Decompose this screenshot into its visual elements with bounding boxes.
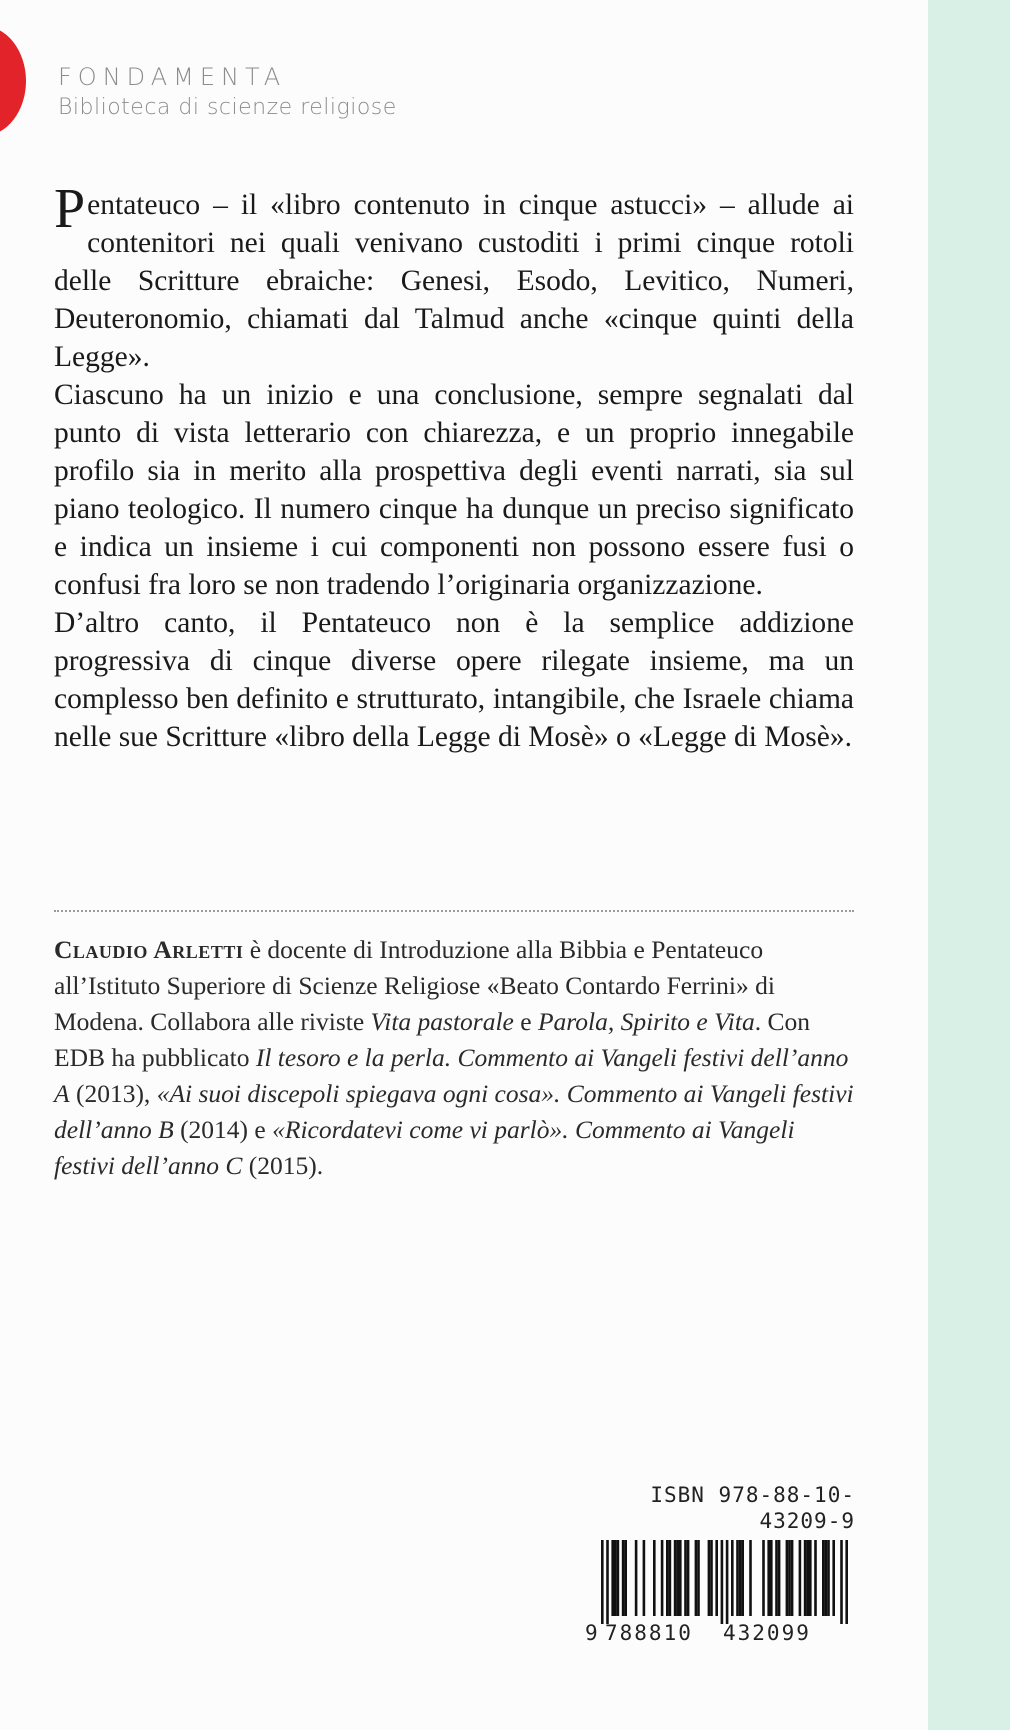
bio-title-4: «Ai suoi discepoli spiegava ogni cosa». Commento ai Vangeli festivi dell’anno B <box>54 1079 854 1144</box>
barcode-bar <box>832 1540 835 1616</box>
blurb-paragraph-1 <box>54 178 854 376</box>
barcode-digits-left: 788810 <box>605 1621 693 1644</box>
barcode-bar <box>845 1540 848 1624</box>
barcode-bar <box>804 1540 807 1616</box>
barcode-bar <box>669 1540 672 1616</box>
barcode-bar <box>726 1540 729 1624</box>
barcode-bar <box>695 1540 698 1616</box>
isbn-barcode <box>583 1540 855 1644</box>
barcode-bar <box>775 1540 778 1616</box>
barcode-bar <box>770 1540 773 1616</box>
barcode-bar <box>791 1540 794 1616</box>
series-header <box>58 62 397 124</box>
series-subtitle: Biblioteca di scienze religiose <box>58 95 397 120</box>
publisher-red-circle <box>0 26 26 136</box>
barcode-bar <box>666 1540 669 1616</box>
author-bio <box>54 932 854 1184</box>
barcode-bar <box>635 1540 638 1616</box>
barcode-bar <box>788 1540 791 1616</box>
barcode-bar <box>601 1540 604 1624</box>
blurb-paragraph-1-text: entateuco – il «libro contenuto in cinque astucci» – allude ai contenitori nei quali venivano custoditi i primi cinque rotoli delle Scritture ebraiche: Genesi, Esodo, Levitico, Numeri, Deuteronomio, chiamati dal Talmud anche «cinque quinti della Legge». <box>54 189 854 373</box>
book-blurb <box>54 178 854 756</box>
barcode-bar <box>661 1540 664 1616</box>
bio-title-1: Vita pastorale <box>370 1007 514 1036</box>
barcode-digit-first: 9 <box>585 1621 598 1644</box>
barcode-bar <box>731 1540 734 1616</box>
author-name: Claudio Arletti <box>54 935 244 964</box>
barcode-bar <box>617 1540 620 1616</box>
barcode-bar <box>778 1540 781 1616</box>
barcode-bar <box>822 1540 825 1616</box>
bio-title-3: Il tesoro e la perla. Commento ai Vangeli festivi dell’anno A <box>54 1043 849 1108</box>
drop-cap: P <box>54 178 86 240</box>
barcode-bar <box>767 1540 770 1616</box>
barcode-bar <box>721 1540 724 1624</box>
barcode-bar <box>739 1540 742 1616</box>
barcode-digits-right: 432099 <box>723 1621 811 1644</box>
barcode-bar <box>749 1540 752 1616</box>
series-name: FONDAMENTA <box>58 63 287 91</box>
barcode-bar <box>624 1540 627 1616</box>
bio-text-1: è docente di Introduzione alla Bibbia e Pentateuco all’Istituto Superiore di Scienze Religiose «Beato Contardo Ferrini» di Modena. Collabora alle riviste <box>54 935 775 1036</box>
barcode-bar <box>825 1540 828 1616</box>
isbn-label: ISBN 978-88-10-43209-9 <box>650 1483 855 1533</box>
barcode-bar <box>687 1540 690 1616</box>
barcode-bar <box>809 1540 812 1616</box>
barcode-bar <box>806 1540 809 1616</box>
barcode-bar <box>697 1540 700 1616</box>
barcode-bar <box>736 1540 739 1616</box>
bio-text-4: (2013), <box>69 1079 157 1108</box>
isbn-block <box>583 1482 855 1644</box>
dotted-divider <box>54 910 854 912</box>
barcode-bar <box>827 1540 830 1616</box>
barcode-bar <box>708 1540 711 1616</box>
barcode-bar <box>741 1540 744 1616</box>
barcode-bar <box>799 1540 802 1616</box>
barcode-bar <box>643 1540 646 1616</box>
bio-text-2: e <box>513 1007 538 1036</box>
barcode-bar <box>710 1540 713 1616</box>
bio-text-5: (2014) e <box>173 1115 273 1144</box>
barcode-bar <box>606 1540 609 1624</box>
barcode-bar <box>614 1540 617 1616</box>
barcode-bars <box>601 1540 848 1624</box>
blurb-paragraph-2: Ciascuno ha un inizio e una conclusione, sempre segnalati dal punto di vista letterario con chiarezza, e un proprio innegabile profilo sia in merito alla prospettiva degli eventi narrati, sia sul piano teologico. Il numero cinque ha dunque un preciso significato e indica un insieme i cui componenti non possono essere fusi o confusi fra loro se non tradendo l’originaria organizzazione. <box>54 379 854 601</box>
bio-title-2: Parola, Spirito e Vita <box>537 1007 755 1036</box>
spine-color-band <box>928 0 1010 1730</box>
barcode-bar <box>679 1540 682 1616</box>
barcode-bar <box>840 1540 843 1624</box>
barcode-bar <box>786 1540 789 1616</box>
barcode-bar <box>653 1540 656 1616</box>
barcode-bar <box>611 1540 614 1616</box>
bio-text-3: . Con EDB ha pubblicato <box>54 1007 810 1072</box>
barcode-bar <box>674 1540 677 1616</box>
barcode-bar <box>814 1540 817 1616</box>
bio-text-6: (2015). <box>242 1151 324 1180</box>
bio-title-5: «Ricordatevi come vi parlò». Commento ai Vangeli festivi dell’anno C <box>54 1115 795 1180</box>
barcode-bar <box>622 1540 625 1616</box>
barcode-bar <box>715 1540 718 1616</box>
barcode-bar <box>676 1540 679 1616</box>
blurb-paragraph-3: D’altro canto, il Pentateuco non è la semplice addizione progressiva di cinque diverse opere rilegate insieme, ma un complesso ben definito e strutturato, intangibile, che Israele chiama nelle sue Scritture «libro della Legge di Mosè» o «Legge di Mosè». <box>54 607 854 753</box>
barcode-bar <box>684 1540 687 1616</box>
barcode-bar <box>762 1540 765 1616</box>
